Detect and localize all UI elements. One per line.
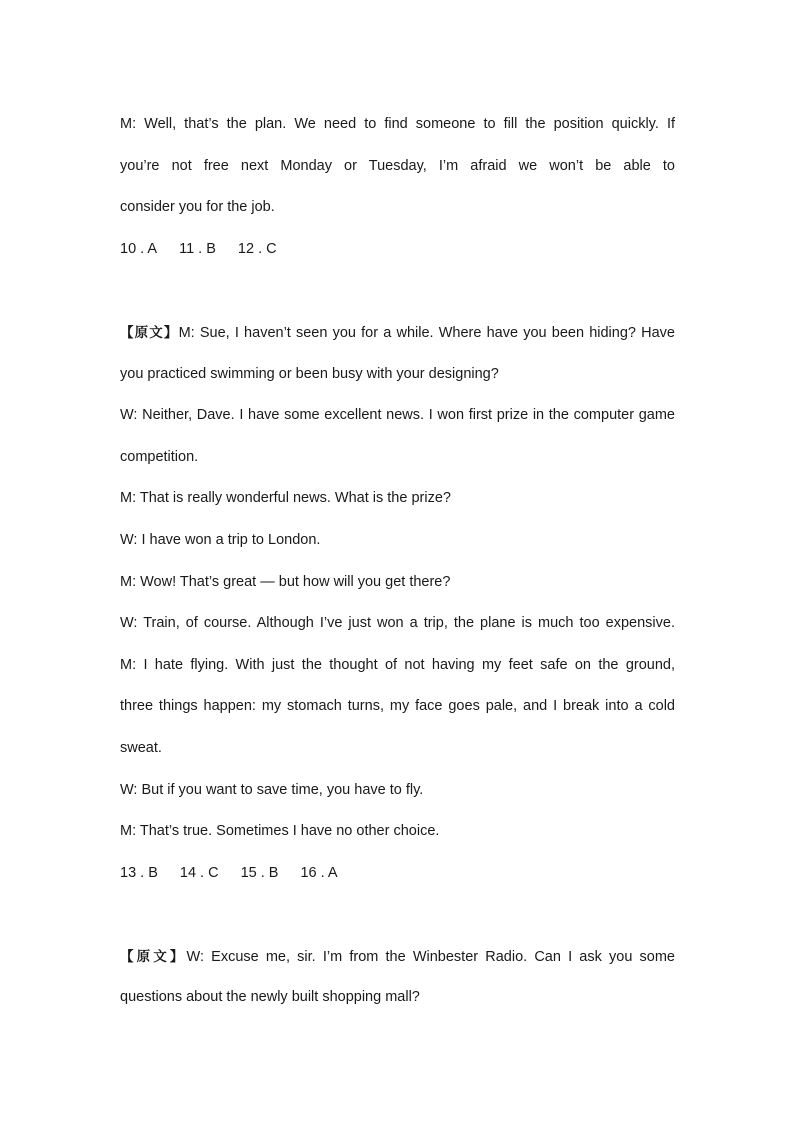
line-text: W: I have won a trip to London. [120, 531, 321, 548]
line-text: three things happen: my stomach turns, my face goes pale, and I break into a cold [120, 698, 675, 715]
answer-item: 12 . C [237, 240, 277, 257]
transcript-tag: 【原文】 [120, 324, 179, 340]
line-text: you’re not free next Monday or Tuesday, I’m afraid we won’t be able to [120, 157, 675, 174]
line-text: M: Sue, I haven’t seen you for a while. Where have you been hiding? Have [178, 324, 675, 341]
text-line [120, 520, 675, 562]
line-text: M: That’s true. Sometimes I have no other choice. [120, 823, 440, 840]
text-line [120, 562, 675, 604]
text-line [120, 395, 675, 437]
blank-line [120, 270, 675, 312]
line-text: M: Wow! That’s great — but how will you get there? [120, 573, 451, 590]
line-text: you practiced swimming or been busy with your designing? [120, 365, 499, 382]
transcript-tag: 【原文】 [120, 948, 187, 964]
line-text: questions about the newly built shopping mall? [120, 989, 420, 1006]
text-line [120, 187, 675, 229]
line-text: W: But if you want to save time, you have to fly. [120, 781, 424, 798]
text-line [120, 728, 675, 770]
answer-item: 15 . B [240, 864, 279, 881]
answer-key-line [120, 229, 675, 271]
text-line [120, 478, 675, 520]
line-text: W: Train, of course. Although I’ve just won a trip, the plane is much too expensive. [120, 615, 675, 632]
answer-item: 16 . A [300, 864, 338, 881]
text-line [120, 645, 675, 687]
text-line [120, 354, 675, 396]
line-text: M: Well, that’s the plan. We need to find someone to fill the position quickly. If [120, 116, 675, 132]
answer-item: 10 . A [120, 240, 158, 257]
line-text: M: That is really wonderful news. What is the prize? [120, 490, 451, 507]
text-line [120, 437, 675, 479]
answer-item: 13 . B [120, 864, 158, 881]
line-text: M: I hate flying. With just the thought of not having my feet safe on the ground, [120, 656, 675, 673]
answer-item: 11 . B [179, 240, 216, 257]
answer-item: 14 . C [179, 864, 219, 881]
text-line [120, 104, 675, 146]
text-line [120, 312, 675, 354]
text-line [120, 811, 675, 853]
line-text: W: Excuse me, sir. I’m from the Winbester Radio. Can I ask you some [186, 948, 675, 965]
line-text: sweat. [120, 739, 162, 756]
line-text: W: Neither, Dave. I have some excellent news. I won first prize in the computer game [120, 407, 675, 424]
line-text: consider you for the job. [120, 199, 275, 216]
text-line [120, 603, 675, 645]
blank-line [120, 894, 675, 936]
text-line [120, 146, 675, 188]
text-line [120, 770, 675, 812]
text-line [120, 686, 675, 728]
text-line [120, 977, 675, 1019]
answer-key-line [120, 853, 675, 895]
text-line [120, 936, 675, 978]
line-text: competition. [120, 448, 199, 465]
transcript-text [120, 104, 675, 1019]
